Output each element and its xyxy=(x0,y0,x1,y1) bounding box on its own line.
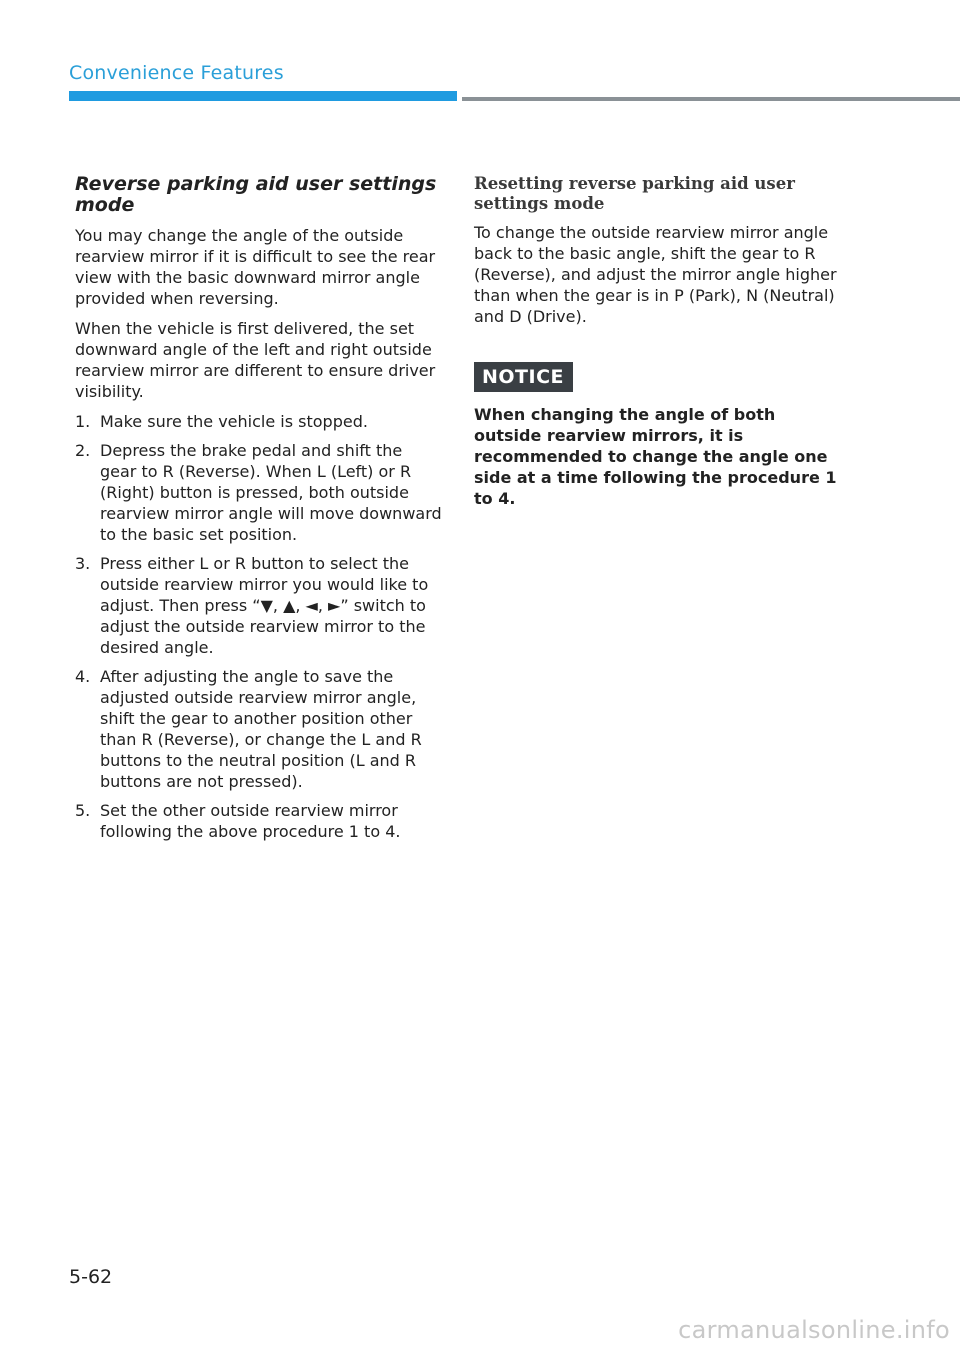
section-heading-user-settings: Reverse parking aid user settings mode xyxy=(75,173,437,216)
procedure-steps xyxy=(75,411,443,842)
header-rule xyxy=(462,97,960,101)
header-rule-accent xyxy=(69,91,457,101)
step-item xyxy=(75,666,443,792)
section-heading-resetting: Resetting reverse parking aid user settings mode xyxy=(474,174,795,213)
notice-badge: NOTICE xyxy=(474,362,573,392)
notice-text: When changing the angle of both outside rearview mirrors, it is recommended to change the angle one side at a time following the procedure 1 to 4. xyxy=(474,405,837,508)
step-item xyxy=(75,553,443,658)
step-text: After adjusting the angle to save the adjusted outside rearview mirror angle, shift the gear to another position other than R (Reverse), or change the L and R buttons to the neutral position (L and R buttons are not pressed). xyxy=(100,667,422,791)
step-item xyxy=(75,411,443,432)
right-column xyxy=(474,174,842,509)
page-number: 5-62 xyxy=(69,1266,113,1288)
paragraph: You may change the angle of the outside rearview mirror if it is difficult to see the rear view with the basic downward mirror angle provided when reversing. xyxy=(75,226,436,308)
paragraph: When the vehicle is first delivered, the set downward angle of the left and right outside rearview mirror are different to ensure driver visibility. xyxy=(75,319,436,401)
step-text: Press either L or R button to select the outside rearview mirror you would like to adjust. Then press “▼, ▲, ◄, ►” switch to adjust the outside rearview mirror to the desired angle. xyxy=(100,554,429,657)
step-text: Make sure the vehicle is stopped. xyxy=(100,412,368,431)
step-number: 5. xyxy=(75,801,91,820)
step-item xyxy=(75,440,443,545)
paragraph: To change the outside rearview mirror angle back to the basic angle, shift the gear to R (Reverse), and adjust the mirror angle higher than when the gear is in P (Park), N (Neutral) and D (Drive). xyxy=(474,223,837,326)
step-text: Set the other outside rearview mirror following the above procedure 1 to 4. xyxy=(100,801,401,841)
left-column xyxy=(75,174,443,850)
step-number: 4. xyxy=(75,667,91,686)
watermark: carmanualsonline.info xyxy=(678,1316,950,1344)
step-text: Depress the brake pedal and shift the gear to R (Reverse). When L (Left) or R (Right) button is pressed, both outside rearview mirror angle will move downward to the basic set position. xyxy=(100,441,442,544)
step-number: 3. xyxy=(75,554,91,573)
step-item xyxy=(75,800,443,842)
step-number: 1. xyxy=(75,412,91,431)
step-number: 2. xyxy=(75,441,91,460)
section-title: Convenience Features xyxy=(69,62,284,84)
